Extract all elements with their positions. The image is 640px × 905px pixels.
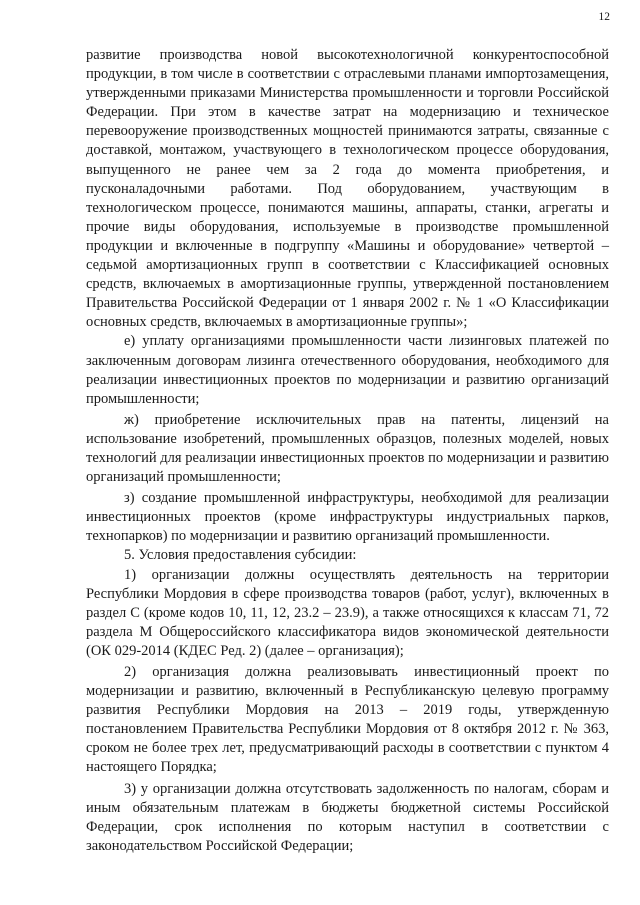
condition-item-2: 2) организация должна реализовывать инвестиционный проект по модернизации и развитию, включенный в Республиканскую целевую программу развития Республики Мордовия на 2013 – 2019 годы, утвержденную постановлением Правительства Республики Мордовия от 8 октября 2012 г. № 363, сроком не более трех лет, предусматривающий расходы в соответствии с пунктом 4 настоящего Порядка; [86,664,609,776]
paragraph-item-z: з) создание промышленной инфраструктуры, необходимой для реализации инвестиционных проектов (кроме инфраструктуры индустриальных парков, технопарков) по модернизации и развитию организаций промышленности. [86,490,609,545]
paragraph-item-zh: ж) приобретение исключительных прав на патенты, лицензий на использование изобретений, промышленных образцов, полезных моделей, новых технологий для реализации инвестиционных проектов по модернизации и развитию организаций промышленности; [86,411,609,486]
page-number: 12 [598,11,610,23]
condition-item-3: 3) у организации должна отсутствовать задолженность по налогам, сборам и иным обязательным платежам в бюджеты бюджетной системы Российской Федерации, срок исполнения по которым наступил в соответствии с законодательством Российской Федерации; [86,780,609,854]
section-heading-5: 5. Условия предоставления субсидии: [124,547,357,564]
condition-item-1: 1) организации должны осуществлять деятельность на территории Республики Мордовия в сфере производства товаров (работ, услуг), включенных в раздел С (кроме кодов 10, 11, 12, 23.2 – 23.9), а также относящихся к классам 71, 72 раздела М Общероссийского классификатора видов экономической деятельности (ОК 029-2014 (КДЕС Ред. 2) (далее – организация); [86,566,609,659]
paragraph-item-e: е) уплату организациями промышленности части лизинговых платежей по заключенным договорам лизинга отечественного оборудования, необходимого для реализации инвестиционных проектов по модернизации и развитию организаций промышленности; [86,333,609,407]
document-body [86,46,609,856]
paragraph-continuation: развитие производства новой высокотехнологичной конкурентоспособной продукции, в том числе в соответствии с отраслевыми планами импортозамещения, утвержденными приказами Министерства промышленности и торговли Российской Федерации. При этом в качестве затрат на модернизацию и техническое перевооружение производственных мощностей принимаются затраты, связанные с доставкой, монтажом, участвующего в технологическом процессе оборудования, выпущенного не ранее чем за 2 года до момента приобретения, и пусконаладочными работами. Под оборудованием, участвующим в технологическом процессе, понимаются машины, аппараты, станки, агрегаты и прочие виды оборудования, используемые в производстве промышленной продукции и включенные в подгруппу «Машины и оборудование» четвертой – седьмой амортизационных групп в соответствии с Классификацией основных средств, включаемых в амортизационные группы, утвержденной постановлением Правительства Российской Федерации от 1 января 2002 г. № 1 «О Классификации основных средств, включаемых в амортизационные группы»; [86,47,609,331]
